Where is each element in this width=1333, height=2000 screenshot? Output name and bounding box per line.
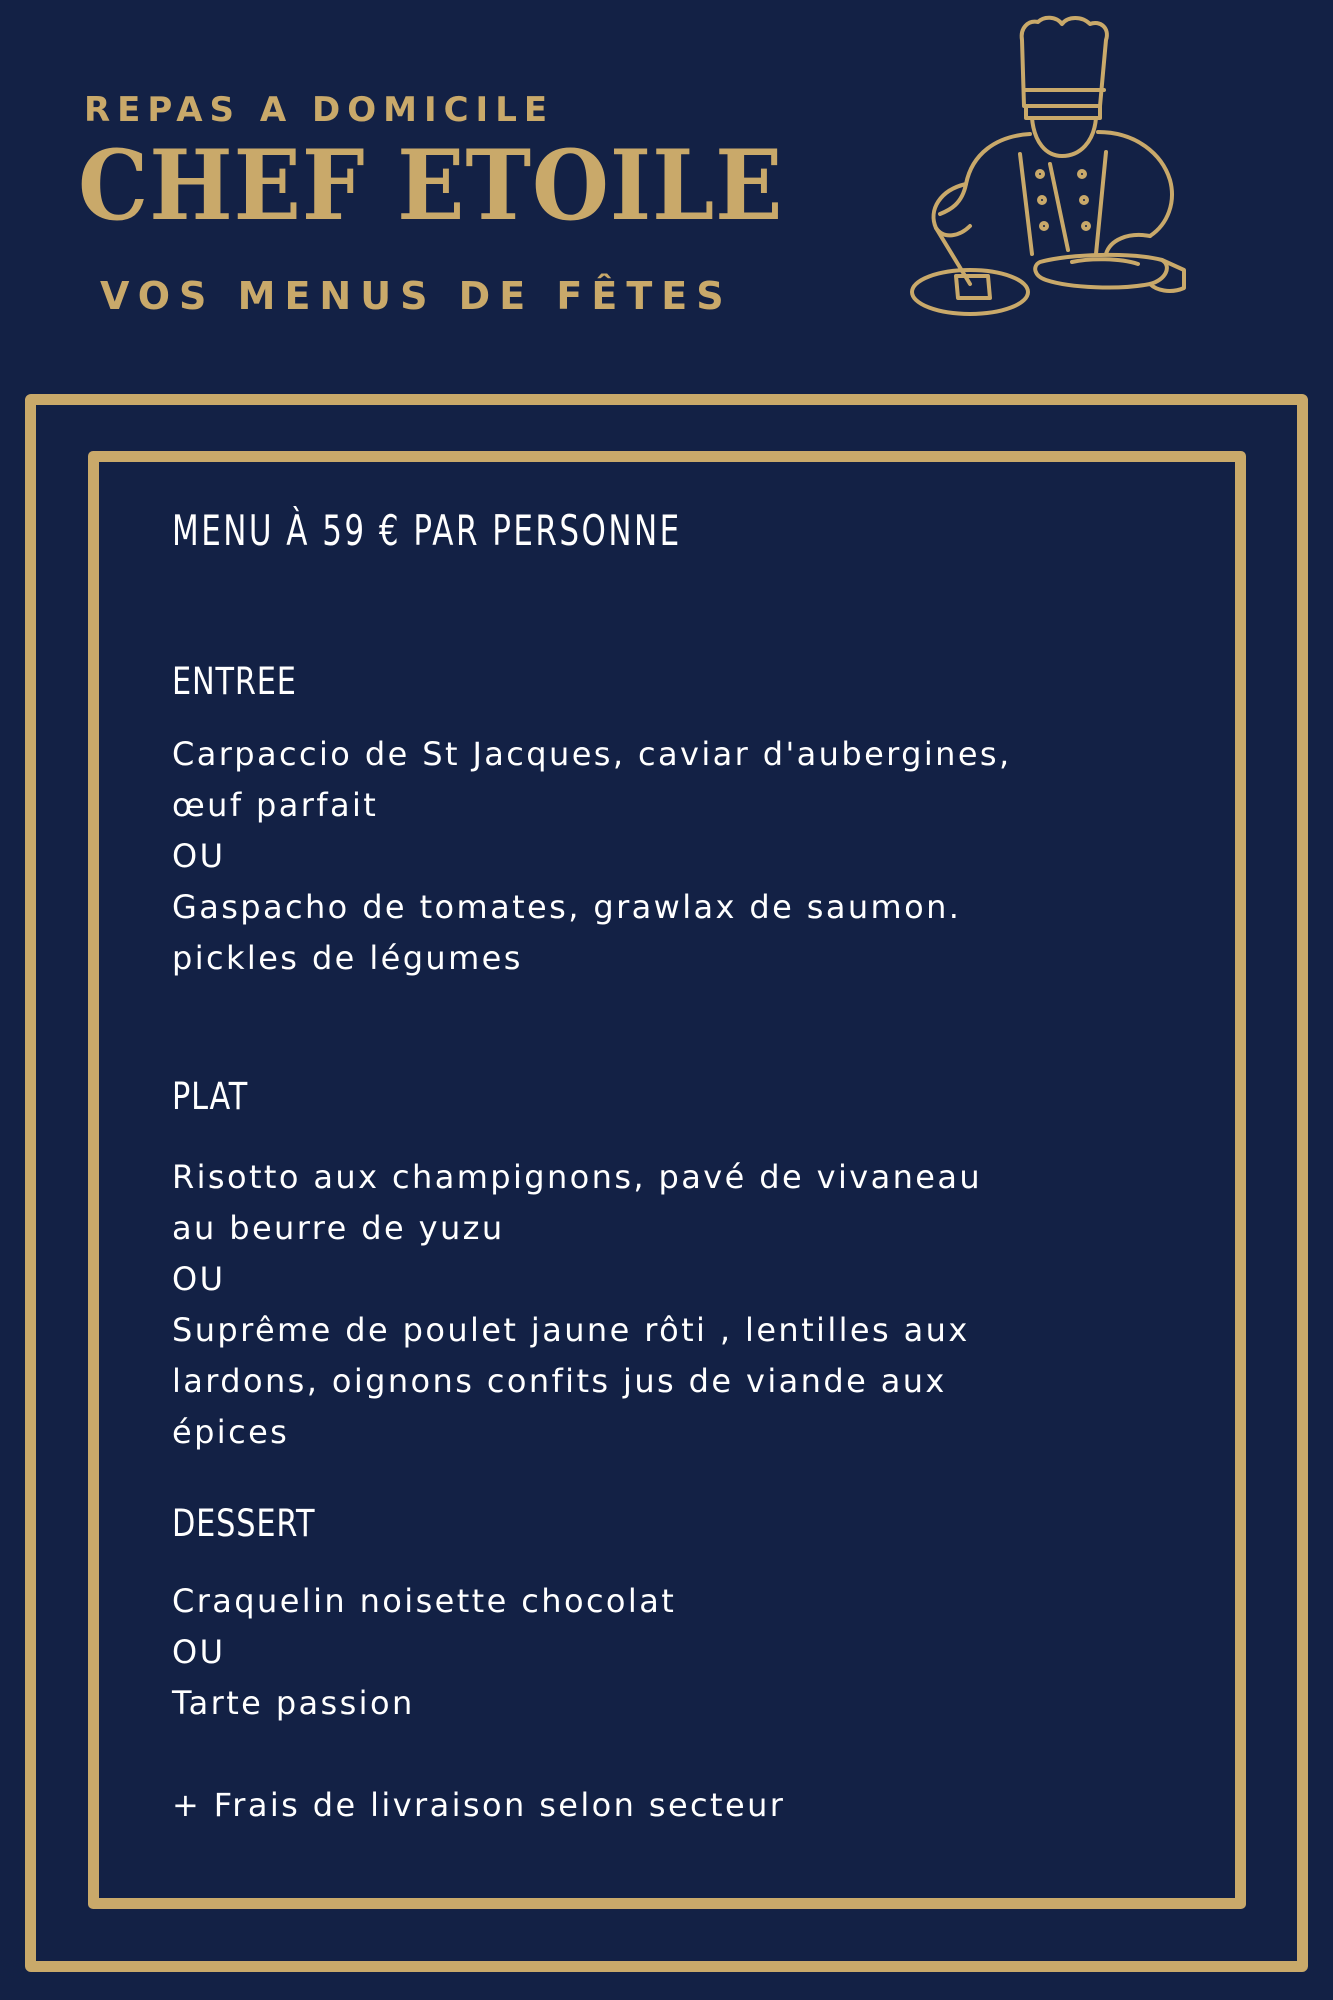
menu-line: Suprême de poulet jaune rôti , lentilles aux xyxy=(172,1311,970,1349)
delivery-fee-note: + Frais de livraison selon secteur xyxy=(172,1786,786,1824)
menu-line: lardons, oignons confits jus de viande aux xyxy=(172,1362,947,1400)
menu-line: OU xyxy=(172,1633,226,1671)
menu-line: Risotto aux champignons, pavé de vivaneau xyxy=(172,1158,983,1196)
menu-line: pickles de légumes xyxy=(172,939,523,977)
menu-line: OU xyxy=(172,1260,226,1298)
header-tagline: VOS MENUS DE FÊTES xyxy=(100,274,733,318)
brand-title: CHEF ETOILE xyxy=(78,129,784,242)
section-lines-entree xyxy=(172,729,1012,984)
section-heading-plat: PLAT xyxy=(172,1075,249,1118)
menu-line: épices xyxy=(172,1413,290,1451)
header-kicker: REPAS A DOMICILE xyxy=(84,90,555,130)
menu-title: MENU À 59 € PAR PERSONNE xyxy=(172,506,682,555)
menu-line: Carpaccio de St Jacques, caviar d'aubergines, xyxy=(172,735,1012,773)
menu-line: au beurre de yuzu xyxy=(172,1209,505,1247)
section-heading-dessert: DESSERT xyxy=(172,1502,316,1545)
menu-line: Gaspacho de tomates, grawlax de saumon. xyxy=(172,888,962,926)
section-heading-entree: ENTREE xyxy=(172,660,297,703)
menu-line: Tarte passion xyxy=(172,1684,415,1722)
menu-line: OU xyxy=(172,837,226,875)
menu-line: Craquelin noisette chocolat xyxy=(172,1582,677,1620)
menu-line: œuf parfait xyxy=(172,786,379,824)
section-lines-plat xyxy=(172,1152,982,1458)
section-lines-dessert xyxy=(172,1576,676,1729)
chef-cooking-icon xyxy=(900,14,1220,324)
